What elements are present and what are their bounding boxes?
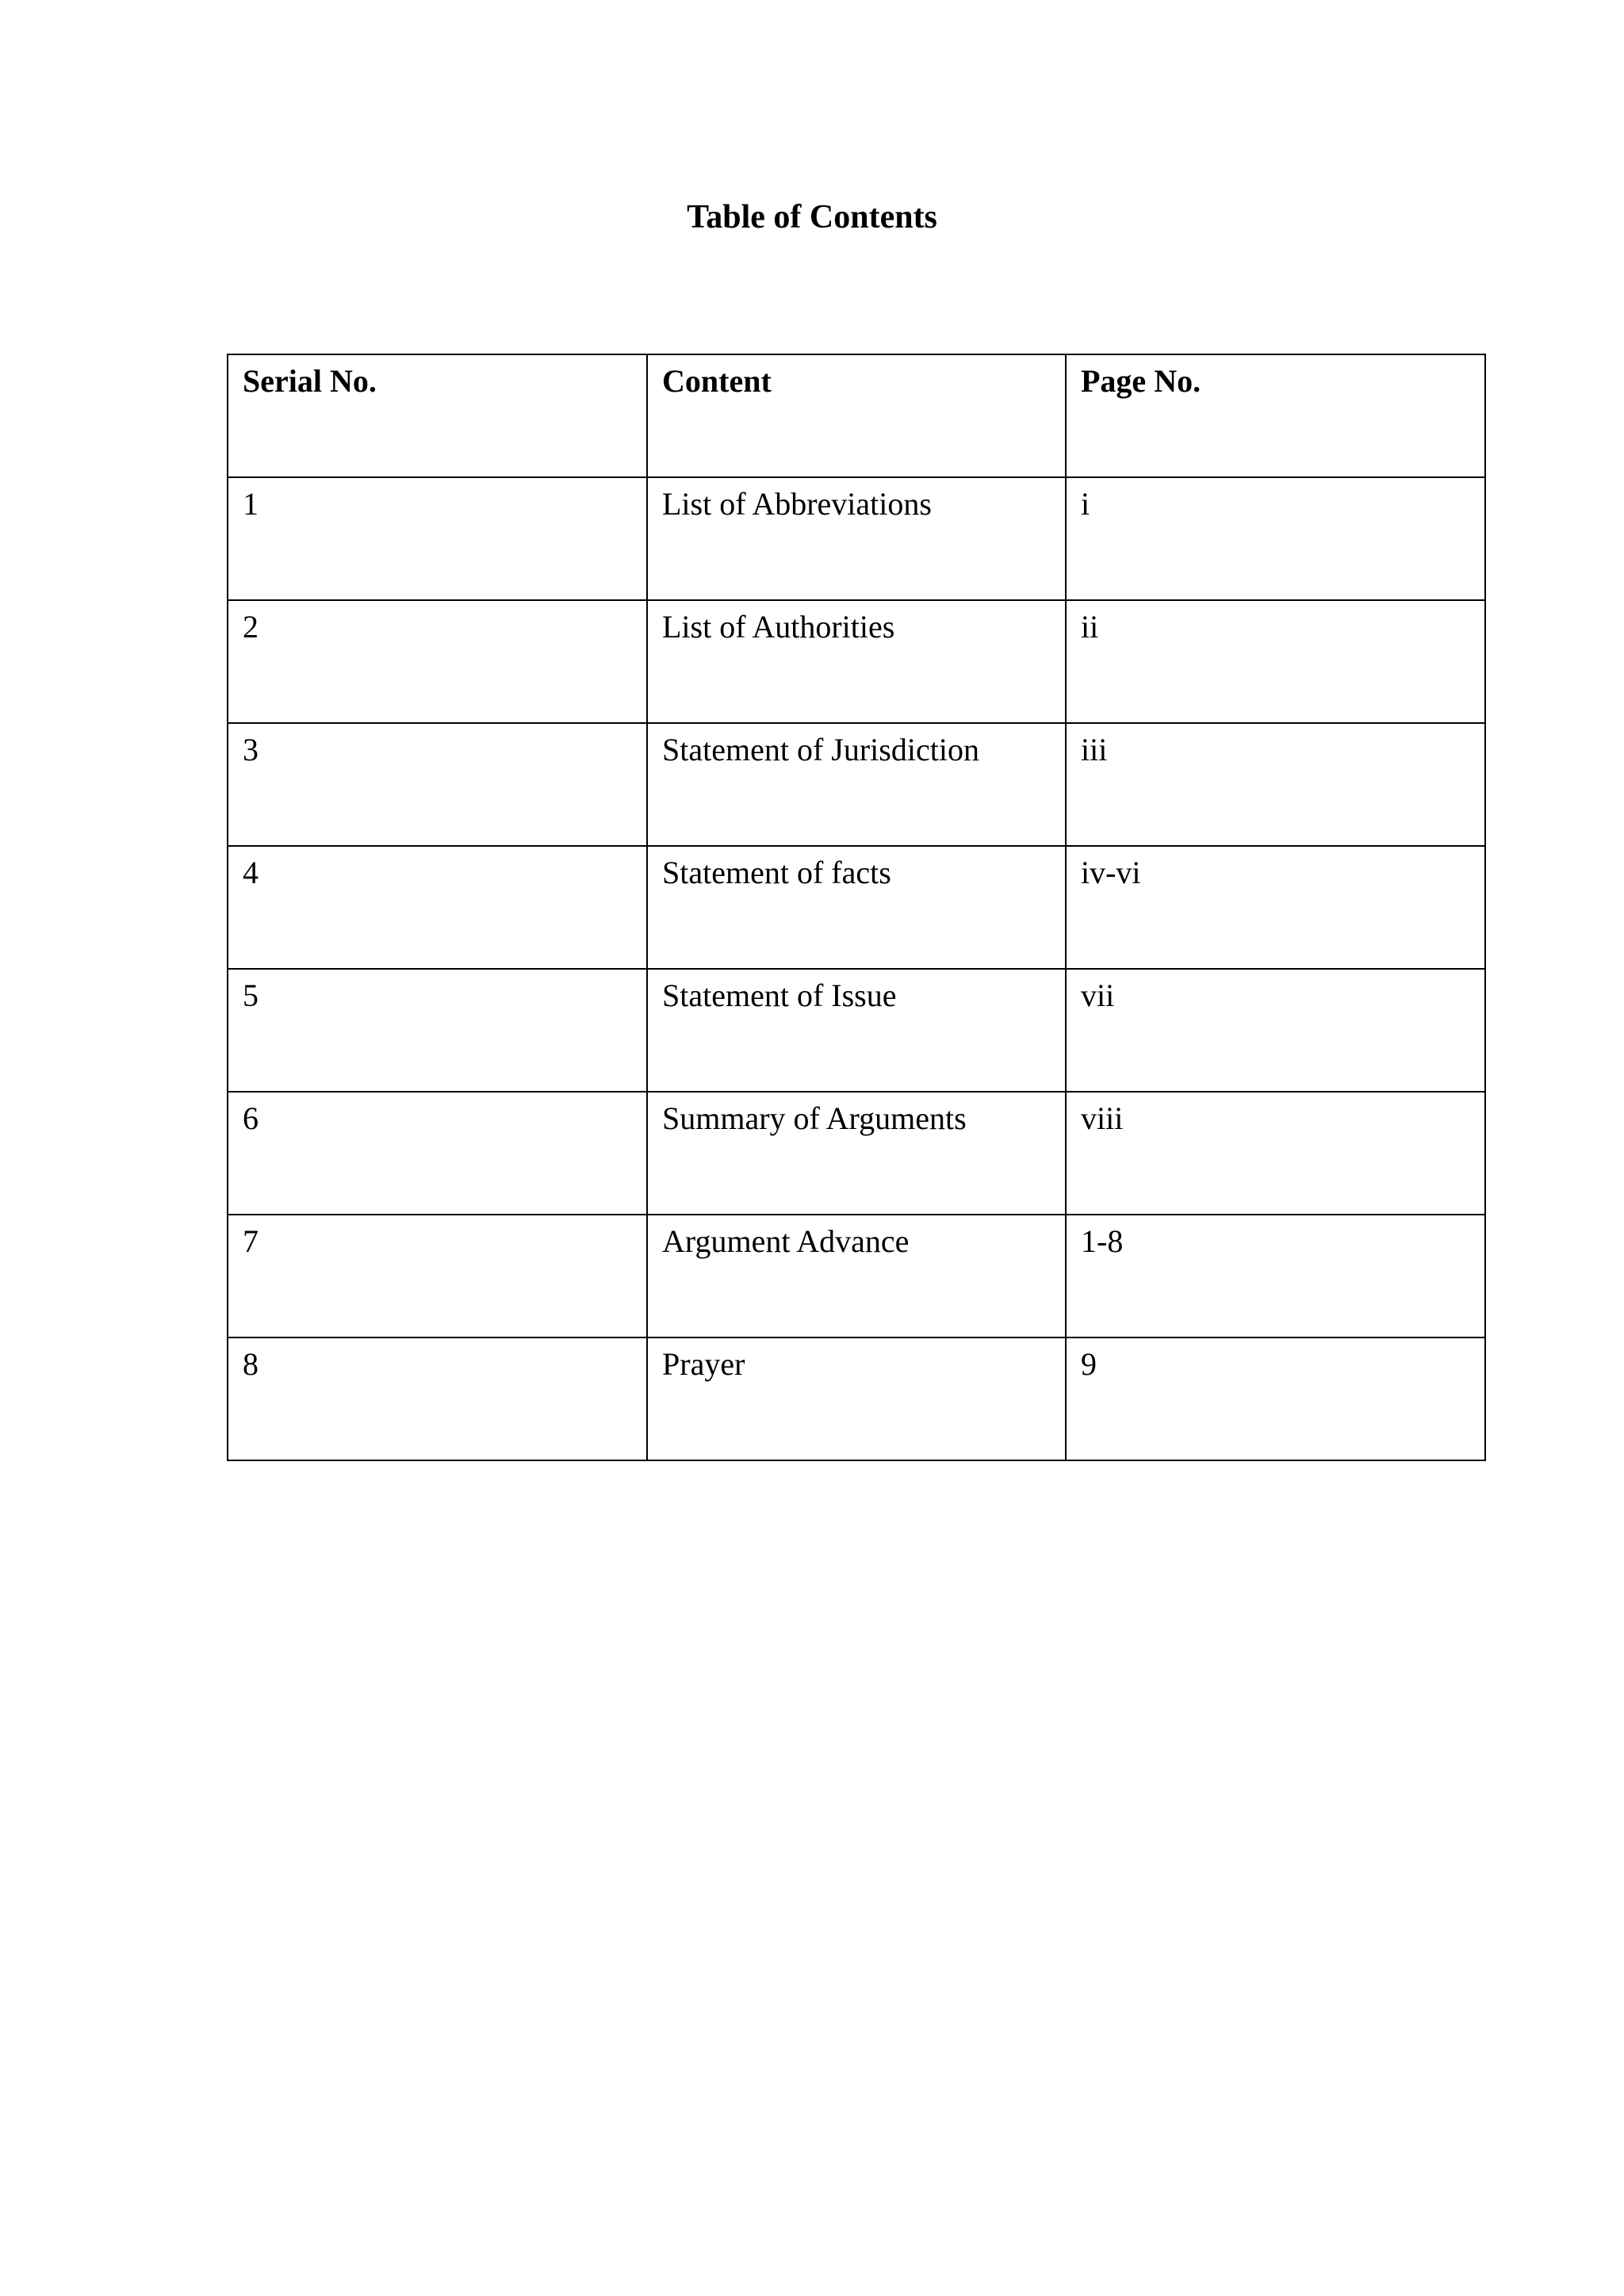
cell-page-no: 9	[1066, 1337, 1485, 1460]
table-row	[228, 969, 1485, 1092]
table-header-row	[228, 354, 1485, 477]
cell-serial-no: 2	[228, 600, 647, 723]
table-row	[228, 477, 1485, 600]
cell-page-no: viii	[1066, 1092, 1485, 1215]
cell-content: Statement of Issue	[647, 969, 1066, 1092]
cell-serial-no: 5	[228, 969, 647, 1092]
cell-page-no: iii	[1066, 723, 1485, 846]
cell-content: List of Authorities	[647, 600, 1066, 723]
cell-serial-no: 6	[228, 1092, 647, 1215]
header-content: Content	[647, 354, 1066, 477]
table-row	[228, 1337, 1485, 1460]
cell-serial-no: 8	[228, 1337, 647, 1460]
header-serial-no: Serial No.	[228, 354, 647, 477]
cell-content: Statement of Jurisdiction	[647, 723, 1066, 846]
cell-content: Summary of Arguments	[647, 1092, 1066, 1215]
table-row	[228, 1215, 1485, 1337]
cell-content: Statement of facts	[647, 846, 1066, 969]
cell-serial-no: 3	[228, 723, 647, 846]
table-row	[228, 1092, 1485, 1215]
table-row	[228, 723, 1485, 846]
cell-page-no: ii	[1066, 600, 1485, 723]
cell-content: Argument Advance	[647, 1215, 1066, 1337]
cell-page-no: i	[1066, 477, 1485, 600]
cell-serial-no: 1	[228, 477, 647, 600]
cell-page-no: vii	[1066, 969, 1485, 1092]
cell-serial-no: 7	[228, 1215, 647, 1337]
cell-content: List of Abbreviations	[647, 477, 1066, 600]
cell-page-no: 1-8	[1066, 1215, 1485, 1337]
page-title: Table of Contents	[687, 199, 937, 235]
cell-page-no: iv-vi	[1066, 846, 1485, 969]
cell-serial-no: 4	[228, 846, 647, 969]
header-page-no: Page No.	[1066, 354, 1485, 477]
contents-table	[227, 354, 1486, 1461]
table-row	[228, 846, 1485, 969]
cell-content: Prayer	[647, 1337, 1066, 1460]
table-row	[228, 600, 1485, 723]
